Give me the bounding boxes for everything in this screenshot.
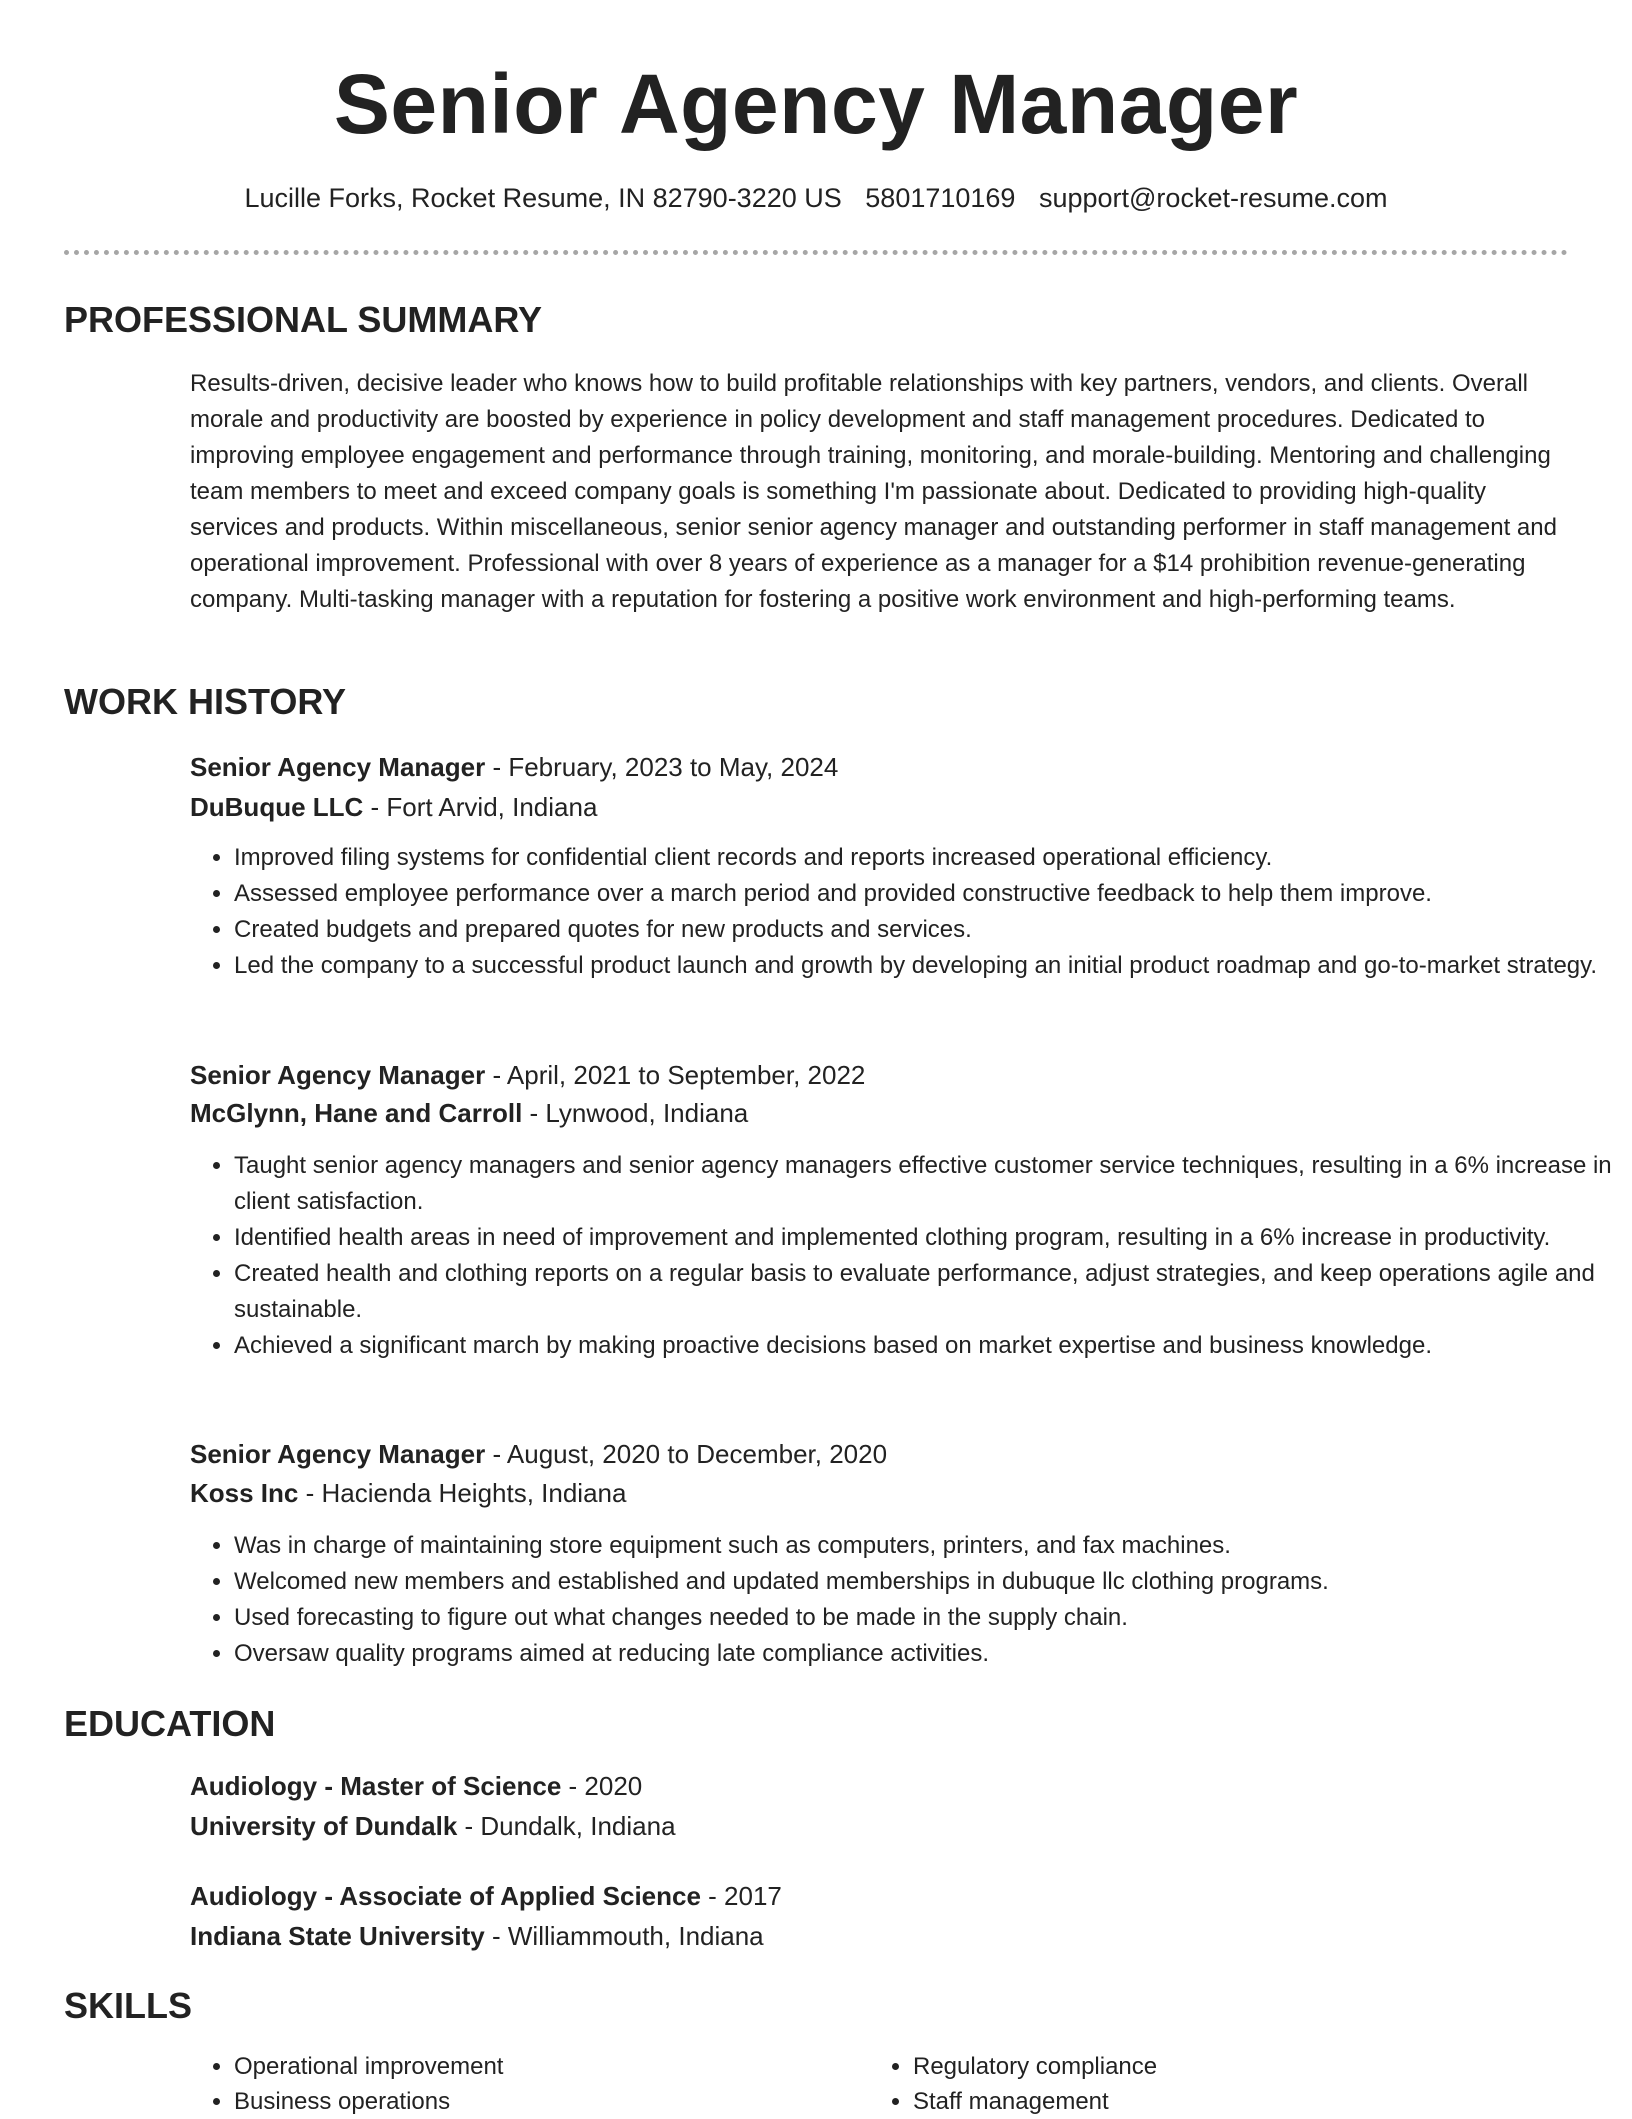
list-item: • Identified health areas in need of improvement and implemented clothing program, resulting in a 6% increase in productivity. bbox=[234, 1220, 1614, 1256]
job-company: Koss Inc bbox=[190, 1478, 299, 1508]
job-role: Senior Agency Manager bbox=[190, 1439, 486, 1469]
job-company: McGlynn, Hane and Carroll bbox=[190, 1098, 523, 1128]
education-heading: EDUCATION bbox=[64, 1703, 276, 1744]
contact-address: Lucille Forks, Rocket Resume, IN 82790-3220 US bbox=[244, 183, 842, 213]
header-divider bbox=[64, 250, 1568, 255]
list-item: • Welcomed new members and established and updated memberships in dubuque llc clothing programs. bbox=[234, 1564, 1614, 1600]
education-degree: Audiology - Associate of Applied Science bbox=[190, 1881, 701, 1911]
list-item: • Improved filing systems for confidential client records and reports increased operational efficiency. bbox=[234, 840, 1614, 876]
skill-item: • Staff management bbox=[913, 2084, 1553, 2119]
list-item: • Oversaw quality programs aimed at reducing late compliance activities. bbox=[234, 1636, 1614, 1672]
job-bullets bbox=[190, 1528, 1614, 1672]
education-school: University of Dundalk bbox=[190, 1811, 458, 1841]
education-year: - 2020 bbox=[561, 1771, 643, 1801]
job-title-line bbox=[190, 749, 838, 785]
contact-info bbox=[0, 180, 1632, 216]
job-location: - Fort Arvid, Indiana bbox=[363, 792, 598, 822]
skills-heading: SKILLS bbox=[64, 1985, 193, 2026]
job-dates: - August, 2020 to December, 2020 bbox=[485, 1439, 888, 1469]
job-bullets bbox=[190, 1148, 1614, 1364]
education-degree: Audiology - Master of Science bbox=[190, 1771, 562, 1801]
job-title-line bbox=[190, 1436, 887, 1472]
resume-title: Senior Agency Manager bbox=[333, 57, 1299, 151]
summary-text: Results-driven, decisive leader who knows how to build profitable relationships with key partners, vendors, and clients. Overall morale and productivity are boosted by experience in policy development and staff management procedures. Dedicated to improving employee engagement and performance through training, monitoring, and morale-building. Mentoring and challenging team members to meet and exceed company goals is something I'm passionate about. Dedicated to providing high-quality services and products. Within miscellaneous, senior senior agency manager and outstanding performer in staff management and operational improvement. Professional with over 8 years of experience as a manager for a $14 prohibition revenue-generating company. Multi-tasking manager with a reputation for fostering a positive work environment and high-performing teams. bbox=[190, 370, 1557, 613]
job-role: Senior Agency Manager bbox=[190, 1060, 486, 1090]
contact-email[interactable]: support@rocket-resume.com bbox=[1038, 183, 1388, 213]
job-location: - Hacienda Heights, Indiana bbox=[298, 1478, 627, 1508]
skill-item: • Operational improvement bbox=[234, 2049, 874, 2084]
job-dates: - February, 2023 to May, 2024 bbox=[485, 752, 839, 782]
summary-heading: PROFESSIONAL SUMMARY bbox=[64, 299, 543, 340]
list-item: • Led the company to a successful product launch and growth by developing an initial product roadmap and go-to-market strategy. bbox=[234, 948, 1614, 984]
skills-list-left bbox=[190, 2049, 874, 2119]
education-school: Indiana State University bbox=[190, 1921, 485, 1951]
education-degree-line bbox=[190, 1878, 782, 1914]
list-item: • Achieved a significant march by making proactive decisions based on market expertise and business knowledge. bbox=[234, 1328, 1614, 1364]
skill-item: • Regulatory compliance bbox=[913, 2049, 1553, 2084]
list-item: • Created budgets and prepared quotes for new products and services. bbox=[234, 912, 1614, 948]
job-company-line bbox=[190, 1095, 748, 1131]
job-dates: - April, 2021 to September, 2022 bbox=[485, 1060, 866, 1090]
skills-list-right bbox=[869, 2049, 1553, 2119]
education-location: - Dundalk, Indiana bbox=[457, 1811, 676, 1841]
work-history-heading: WORK HISTORY bbox=[64, 681, 347, 722]
list-item: • Used forecasting to figure out what changes needed to be made in the supply chain. bbox=[234, 1600, 1614, 1636]
job-location: - Lynwood, Indiana bbox=[522, 1098, 749, 1128]
job-title-line bbox=[190, 1057, 865, 1093]
list-item: • Was in charge of maintaining store equipment such as computers, printers, and fax machines. bbox=[234, 1528, 1614, 1564]
education-school-line bbox=[190, 1918, 764, 1954]
contact-phone: 5801710169 bbox=[865, 183, 1016, 213]
job-bullets bbox=[190, 840, 1614, 984]
job-company: DuBuque LLC bbox=[190, 792, 364, 822]
list-item: • Assessed employee performance over a march period and provided constructive feedback to help them improve. bbox=[234, 876, 1614, 912]
list-item: • Created health and clothing reports on a regular basis to evaluate performance, adjust strategies, and keep operations agile and sustainable. bbox=[234, 1256, 1614, 1328]
job-company-line bbox=[190, 1475, 626, 1511]
education-location: - Williammouth, Indiana bbox=[484, 1921, 764, 1951]
list-item: • Taught senior agency managers and senior agency managers effective customer service techniques, resulting in a 6% increase in client satisfaction. bbox=[234, 1148, 1614, 1220]
skill-item: • Business operations bbox=[234, 2084, 874, 2119]
education-year: - 2017 bbox=[700, 1881, 782, 1911]
job-role: Senior Agency Manager bbox=[190, 752, 486, 782]
job-company-line bbox=[190, 789, 597, 825]
education-degree-line bbox=[190, 1768, 642, 1804]
education-school-line bbox=[190, 1808, 676, 1844]
